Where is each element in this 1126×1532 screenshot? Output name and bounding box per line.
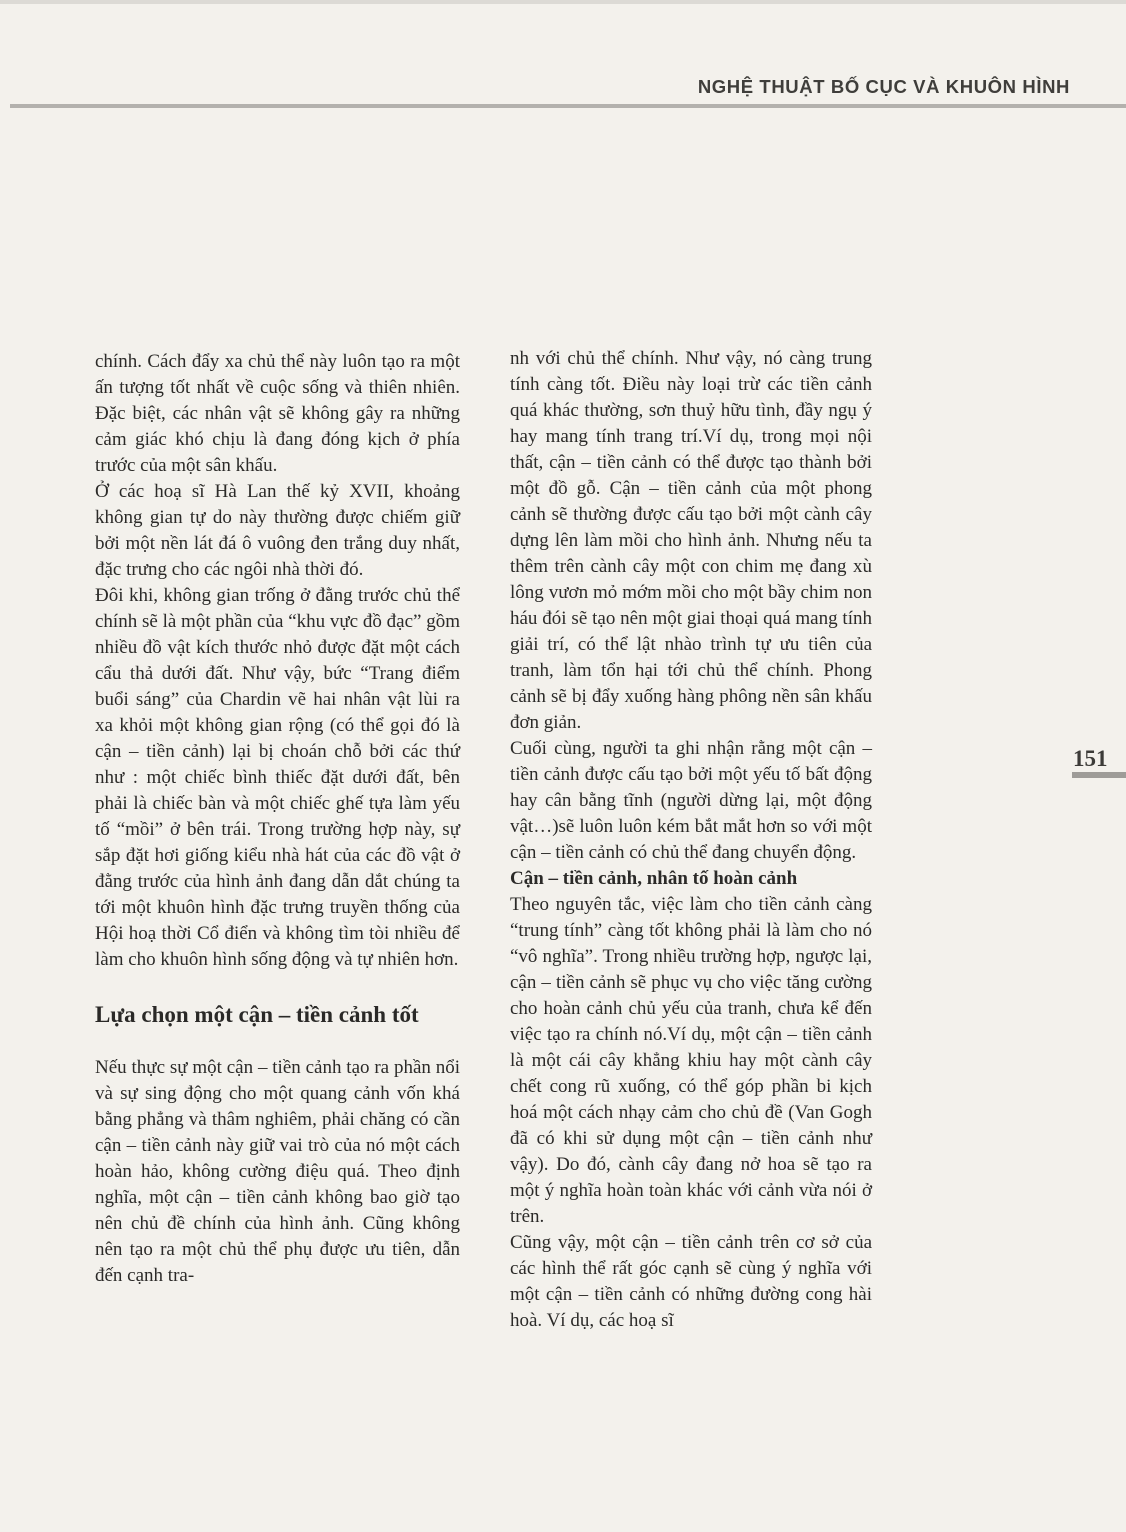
header-rule <box>10 104 1126 108</box>
section-heading: Lựa chọn một cận – tiền cảnh tốt <box>95 1002 419 1027</box>
body-paragraph: nh với chủ thể chính. Như vậy, nó càng trung tính càng tốt. Điều này loại trừ các tiền cảnh quá khác thường, sơn thuỷ hữu tình, đầy ngụ ý hay mang tính trang trí.Ví dụ, trong mọi nội thất, cận – tiền cảnh có thể được tạo thành bởi một đồ gỗ. Cận – tiền cảnh của một phong cảnh sẽ thường được cấu tạo bởi một cành cây dựng lên làm mồi cho hình ảnh. Nhưng nếu ta thêm trên cành cây một con chim mẹ đang xù lông vươn mỏ mớm mồi cho một bầy chim non háu đói sẽ tạo nên một giai thoại quá mang tính giải trí, có thể lật nhào trình tự ưu tiên của tranh, làm tổn hại tới chủ thể chính. Phong cảnh sẽ bị đẩy xuống hàng phông nền sân khấu đơn giản. <box>510 348 872 733</box>
body-paragraph: Nếu thực sự một cận – tiền cảnh tạo ra phần nổi và sự sing động cho một quang cảnh vốn khá bằng phẳng và thâm nghiêm, phải chăng có cần cận – tiền cảnh này giữ vai trò của nó một cách hoàn hảo, không cường điệu quá. Theo định nghĩa, một cận – tiền cảnh không bao giờ tạo nên chủ đề chính của hình ảnh. Cũng không nên tạo ra một chủ thể phụ được ưu tiên, dẫn đến cạnh tra- <box>95 1057 460 1286</box>
right-column <box>510 346 872 1334</box>
body-paragraph: chính. Cách đẩy xa chủ thể này luôn tạo ra một ấn tượng tốt nhất về cuộc sống và thiên nhiên. Đặc biệt, các nhân vật sẽ không gây ra những cảm giác khó chịu là đang đóng kịch ở phía trước của một sân khấu. <box>95 351 460 476</box>
body-paragraph: Đôi khi, không gian trống ở đằng trước chủ thể chính sẽ là một phần của “khu vực đồ đạc” gồm nhiều đồ vật kích thước nhỏ được đặt một cách cẩu thả dưới đất. Như vậy, bức “Trang điểm buổi sáng” của Chardin vẽ hai nhân vật lùi ra xa khỏi một không gian rộng (có thể gọi đó là cận – tiền cảnh) lại bị choán chỗ bởi các thứ như : một chiếc bình thiếc đặt dưới đất, bên phải là chiếc bàn và một chiếc ghế tựa làm yếu tố “mồi” ở bên trái. Trong trường hợp này, sự sắp đặt hơi giống kiểu nhà hát của các đồ vật ở đằng trước của hình ảnh đang dẫn dắt chúng ta tới một khuôn hình đặc trưng truyền thống của Hội hoạ thời Cổ điển và không tìm tòi nhiều để làm cho khuôn hình sống động và tự nhiên hơn. <box>95 585 460 970</box>
body-paragraph: Cũng vậy, một cận – tiền cảnh trên cơ sở của các hình thể rất góc cạnh sẽ cùng ý nghĩa với một cận – tiền cảnh có những đường cong hài hoà. Ví dụ, các hoạ sĩ <box>510 1232 872 1331</box>
left-column <box>95 349 460 1289</box>
page-number-bar <box>1072 772 1126 778</box>
body-paragraph: Ở các hoạ sĩ Hà Lan thế kỷ XVII, khoảng không gian tự do này thường được chiếm giữ bởi một nền lát đá ô vuông đen trắng duy nhất, đặc trưng cho các ngôi nhà thời đó. <box>95 481 460 580</box>
page-top-edge <box>0 0 1126 4</box>
running-header: NGHỆ THUẬT BỐ CỤC VÀ KHUÔN HÌNH <box>697 76 1070 97</box>
subheading: Cận – tiền cảnh, nhân tố hoàn cảnh <box>510 868 798 889</box>
body-paragraph: Cuối cùng, người ta ghi nhận rằng một cận – tiền cảnh được cấu tạo bởi một yếu tố bất động hay cân bằng tĩnh (người dừng lại, một động vật…)sẽ luôn luôn kém bắt mắt hơn so với một cận – tiền cảnh có chủ thể đang chuyển động. <box>510 738 872 863</box>
body-paragraph: Theo nguyên tắc, việc làm cho tiền cảnh càng “trung tính” càng tốt không phải là làm cho nó “vô nghĩa”. Trong nhiều trường hợp, ngược lại, cận – tiền cảnh sẽ phục vụ cho việc tăng cường cho hoàn cảnh chủ yếu của tranh, chưa kể đến việc tạo ra chính nó.Ví dụ, một cận – tiền cảnh là một cái cây khẳng khiu hay một cành cây chết cong rũ xuống, có thể góp phần bi kịch hoá một cách nhạy cảm cho chủ đề (Van Gogh đã có khi sử dụng một cận – tiền cảnh như vậy). Do đó, cành cây đang nở hoa sẽ tạo ra một ý nghĩa hoàn toàn khác với cảnh vừa nói ở trên. <box>510 894 872 1227</box>
page-number: 151 <box>1073 746 1108 771</box>
